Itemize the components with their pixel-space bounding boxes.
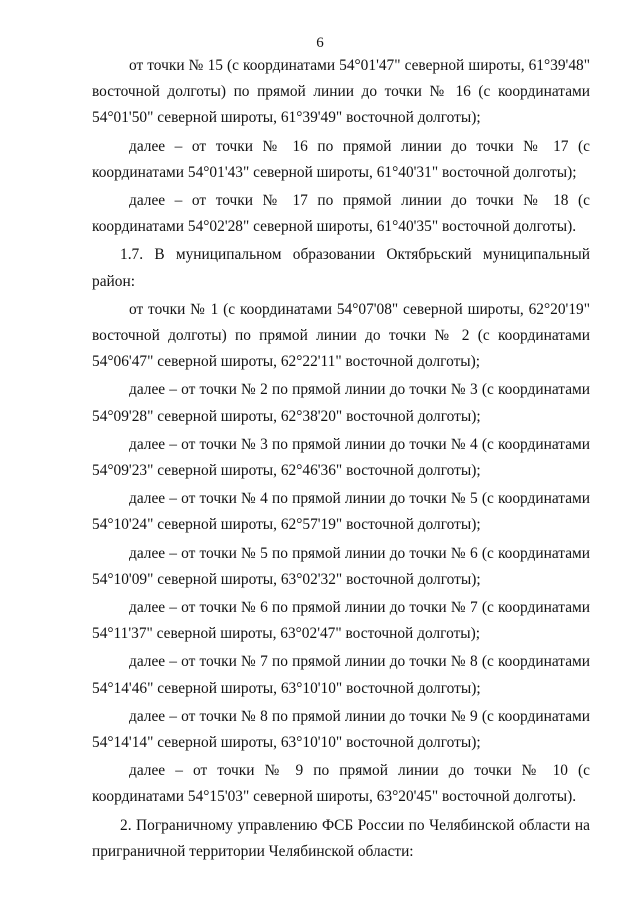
paragraph: далее – от точки № 5 по прямой линии до точки № 6 (с координатами 54°10'09" северной широты, 63°02'32" восточной долготы); [92, 544, 590, 588]
paragraph: далее – от точки № 17 по прямой линии до точки № 18 (с координатами 54°02'28" северной широты, 61°40'35" восточной долготы). [92, 192, 590, 236]
paragraph: далее – от точки № 4 по прямой линии до точки № 5 (с координатами 54°10'24" северной широты, 62°57'19" восточной долготы); [92, 490, 590, 534]
document-body [92, 53, 590, 867]
section-heading: 2. Пограничному управлению ФСБ России по Челябинской области на приграничной территории Челябинской области: [92, 816, 590, 860]
paragraph: далее – от точки № 7 по прямой линии до точки № 8 (с координатами 54°14'46" северной широты, 63°10'10" восточной долготы); [92, 653, 590, 697]
paragraph: от точки № 1 (с координатами 54°07'08" северной широты, 62°20'19" восточной долготы) по прямой линии до точки № 2 (с координатами 54°06'47" северной широты, 62°22'11" восточной долготы); [92, 300, 590, 371]
paragraph: далее – от точки № 16 по прямой линии до точки № 17 (с координатами 54°01'43" северной широты, 61°40'31" восточной долготы); [92, 137, 590, 181]
section-heading: 1.7. В муниципальном образовании Октябрьский муниципальный район: [92, 246, 590, 290]
paragraph: далее – от точки № 8 по прямой линии до точки № 9 (с координатами 54°14'14" северной широты, 63°10'10" восточной долготы); [92, 707, 590, 752]
paragraph: далее – от точки № 2 по прямой линии до точки № 3 (с координатами 54°09'28" северной широты, 62°38'20" восточной долготы); [92, 381, 590, 425]
paragraph: от точки № 15 (с координатами 54°01'47" северной широты, 61°39'48" восточной долготы) по прямой линии до точки № 16 (с координатами 54°01'50" северной широты, 61°39'49" восточной долготы); [92, 57, 590, 127]
paragraph: далее – от точки № 9 по прямой линии до точки № 10 (с координатами 54°15'03" северной широты, 63°20'45" восточной долготы). [92, 762, 590, 806]
paragraph: далее – от точки № 3 по прямой линии до точки № 4 (с координатами 54°09'23" северной широты, 62°46'36" восточной долготы); [92, 435, 590, 480]
page-number: 6 [316, 35, 324, 51]
paragraph: далее – от точки № 6 по прямой линии до точки № 7 (с координатами 54°11'37" северной широты, 63°02'47" восточной долготы); [92, 599, 590, 643]
